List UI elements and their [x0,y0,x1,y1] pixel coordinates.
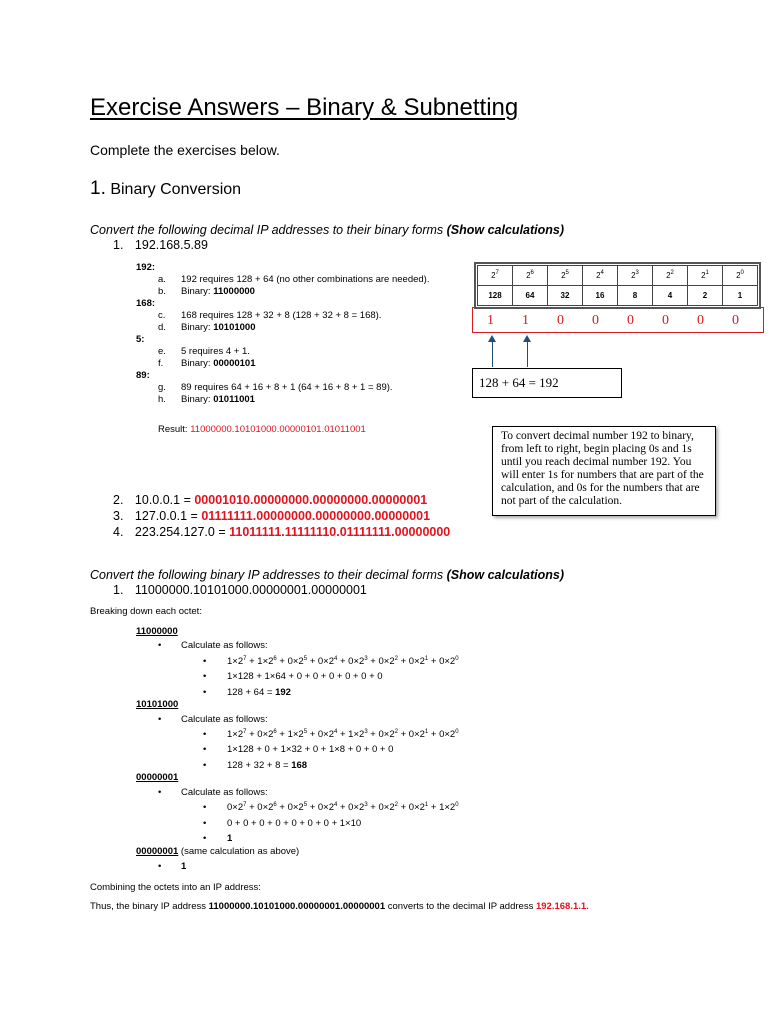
bullet-icon: • [203,818,207,829]
item-number: 2. [113,493,124,507]
part1-instruction [90,223,564,237]
bullet-icon: • [203,671,207,682]
bullet-icon: • [203,802,207,813]
part1-item3 [113,509,430,523]
item-text: 127.0.0.1 = [134,509,202,523]
bit-cell: 0 [662,313,669,328]
octet4-label: 00000001 [136,846,179,857]
final-decimal: 192.168.1.1. [535,901,589,912]
power-exponent: 7 [495,270,499,276]
octet4-result: 1 [181,861,187,872]
arrow-shaft [492,342,493,367]
power-base: 2 [526,271,531,280]
page-title: Exercise Answers – Binary & Subnetting [90,94,519,121]
binary-label: Binary: [181,394,214,405]
binary-value: 01011001 [213,394,255,405]
list-letter: a. [158,274,166,285]
section-number: 1. [90,178,106,199]
result-value: 11000000.10101000.00000101.01011001 [190,424,366,435]
octet3-result: 1 [227,833,233,844]
instruction-text: Convert the following binary IP addresses to their decimal forms [90,568,447,582]
bullet-icon: • [158,861,162,872]
part1-item4 [113,525,450,539]
item-text: 10.0.0.1 = [134,493,195,507]
list-text-f [181,358,256,370]
bit-cell: 1 [487,313,494,328]
octet2-line1: 1×128 + 0 + 1×32 + 0 + 1×8 + 0 + 0 + 0 [227,744,394,755]
result-label: Result: [158,424,191,435]
octet4-line [136,846,299,857]
calc-as-follows: Calculate as follows: [181,714,268,725]
list-item-d: d. [158,322,166,333]
bit-cell: 0 [697,313,704,328]
power-table-grid [477,265,758,306]
bullet-icon: • [203,833,207,844]
item-answer: 11011111.11111110.01111111.00000000 [229,525,451,539]
part2-item1 [113,583,367,597]
part1-item1 [113,238,208,252]
power-base: 2 [491,271,496,280]
calc-as-follows: Calculate as follows: [181,787,268,798]
item-answer: 00001010.00000000.00000000.00000001 [194,493,428,507]
list-text-h [181,394,255,406]
power-exponent: 1 [705,270,709,276]
power-exponent: 2 [670,270,674,276]
power-cell [548,266,583,286]
calc-as-follows: Calculate as follows: [181,640,268,651]
bullet-icon: • [158,787,162,798]
arrow-up-icon [523,335,531,367]
bit-row [472,307,764,333]
list-item-f: f. [158,358,164,369]
bullet-icon: • [203,744,207,755]
final-mid: converts to the decimal IP address [385,901,536,912]
note-text: To convert decimal number 192 to binary, from left to right, begin placing 0s and 1s until you reach decimal number 192. You will enter 1s for numbers that are part of the calculation, and 0s for the numbers that are not part of the calculation. [501,430,704,507]
arrow-head [523,335,531,342]
power-exponent: 0 [740,270,744,276]
arrow-up-icon [488,335,496,367]
power-exponent: 5 [565,270,569,276]
instruction-bold: (Show calculations) [446,223,565,237]
part1-item2 [113,493,427,507]
final-prefix: Thus, the binary IP address [90,901,209,912]
section-title: Binary Conversion [110,181,242,198]
power-cell [723,266,758,286]
group-5-label: 5: [136,334,145,345]
binary-value: 00000101 [213,358,256,369]
power-exponent: 4 [600,270,604,276]
list-text-g: 89 requires 64 + 16 + 8 + 1 (64 + 16 + 8 + 1 = 89). [181,382,393,393]
item-text: 11000000.10101000.00000001.00000001 [134,583,367,597]
bullet-icon: • [203,656,207,667]
power-cell [513,266,548,286]
octet1-label: 11000000 [136,626,178,637]
octet3-line1: 0 + 0 + 0 + 0 + 0 + 0 + 0 + 1×10 [227,818,362,829]
bit-cell: 0 [627,313,634,328]
value-cell: 128 [478,286,513,306]
octet1-powers: $1\times 2^7 + 1\times 2^6 + 0\times 2^5 + 0\times 2^4 + 0\times 2^3 + 0\times 2^2 + 0\times 2^1 + 0\times 2^0$ [227,656,459,667]
power-base: 2 [701,271,706,280]
octet1-line2 [227,686,291,700]
octet1-line1: 1×128 + 1×64 + 0 + 0 + 0 + 0 + 0 + 0 [227,671,383,682]
arrow-head [488,335,496,342]
part2-instruction [90,568,564,582]
final-binary: 11000000.10101000.00000001.00000001 [208,901,386,912]
binary-label: Binary: [181,358,214,369]
bullet-icon: • [158,714,162,725]
bullet-icon: • [203,760,207,771]
power-base: 2 [596,271,601,280]
list-text-b [181,286,255,298]
item-number: 3. [113,509,124,523]
calc-result: 168 [291,760,308,771]
power-cell [478,266,513,286]
binary-value: 10101000 [213,322,256,333]
power-cell [618,266,653,286]
final-sentence [90,901,589,912]
bullet-icon: • [203,687,207,698]
power-cell [688,266,723,286]
item-answer: 01111111.00000000.00000000.00000001 [201,509,431,523]
explanation-note [492,426,716,516]
bullet-icon: • [158,640,162,651]
value-cell: 2 [688,286,723,306]
intro-text: Complete the exercises below. [90,142,280,158]
list-item-h: h. [158,394,166,405]
power-cell [583,266,618,286]
power-table [474,262,761,309]
octet2-line2 [227,759,307,773]
value-cell: 32 [548,286,583,306]
group-168-label: 168: [136,298,156,309]
octet2-label: 10101000 [136,699,179,710]
item-text: 192.168.5.89 [134,238,208,252]
value-cell: 64 [513,286,548,306]
value-row [478,286,758,306]
list-text-e: 5 requires 4 + 1. [181,346,250,357]
value-cell: 4 [653,286,688,306]
item-number: 1. [113,583,124,597]
binary-label: Binary: [181,286,214,297]
calc-text: 128 + 32 + 8 = [227,760,292,771]
power-exponent: 6 [530,270,534,276]
section-heading [90,178,241,200]
value-cell: 1 [723,286,758,306]
instruction-bold: (Show calculations) [446,568,565,582]
power-base: 2 [631,271,636,280]
list-item-g: g. [158,382,166,393]
arrow-shaft [527,342,528,367]
octet3-label: 00000001 [136,772,179,783]
value-cell: 16 [583,286,618,306]
item-number: 1. [113,238,124,252]
instruction-text: Convert the following decimal IP addresses to their binary forms [90,223,447,237]
power-row [478,266,758,286]
binary-label: Binary: [181,322,214,333]
result-line [158,424,366,435]
list-item-c: c. [158,310,166,321]
value-cell: 8 [618,286,653,306]
power-exponent: 3 [635,270,639,276]
list-text-a: 192 requires 128 + 64 (no other combinations are needed). [181,274,430,285]
calc-text: 128 + 64 = [227,687,276,698]
item-number: 4. [113,525,124,539]
list-text-c: 168 requires 128 + 32 + 8 (128 + 32 + 8 = 168). [181,310,382,321]
combining-label: Combining the octets into an IP address: [90,882,261,893]
bit-cell: 0 [732,313,739,328]
bit-cell: 0 [592,313,599,328]
bullet-icon: • [203,729,207,740]
list-item-a [158,274,166,286]
binary-value: 11000000 [213,286,255,297]
power-cell [653,266,688,286]
power-base: 2 [736,271,741,280]
bit-cell: 1 [522,313,529,328]
group-192-label: 192: [136,262,156,273]
breaking-down-label: Breaking down each octet: [90,606,202,617]
octet4-note: (same calculation as above) [178,846,300,857]
group-89-label: 89: [136,370,150,381]
power-base: 2 [561,271,566,280]
bit-cell: 0 [557,313,564,328]
octet2-powers: $1\times 2^7 + 0\times 2^6 + 1\times 2^5 + 0\times 2^4 + 1\times 2^3 + 0\times 2^2 + 0\times 2^1 + 0\times 2^0$ [227,729,459,740]
list-text-d [181,322,256,334]
item-text: 223.254.127.0 = [134,525,230,539]
calc-result: 192 [275,687,291,698]
list-item-e: e. [158,346,166,357]
list-item-b: b. [158,286,166,297]
sum-box: 128 + 64 = 192 [472,368,622,398]
power-base: 2 [666,271,671,280]
octet3-powers: $0\times 2^7 + 0\times 2^6 + 0\times 2^5 + 0\times 2^4 + 0\times 2^3 + 0\times 2^2 + 0\times 2^1 + 1\times 2^0$ [227,802,459,813]
